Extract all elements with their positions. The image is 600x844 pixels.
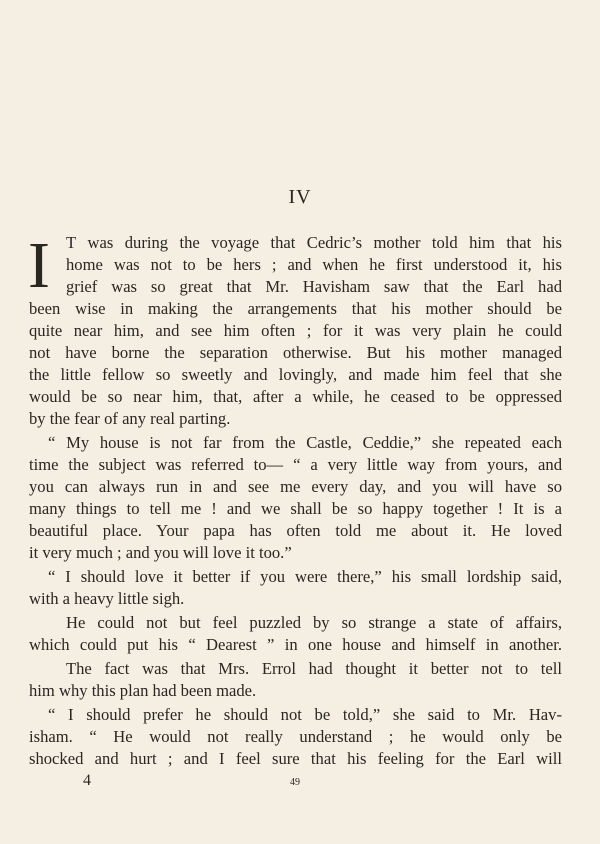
text-line [66, 232, 562, 254]
text-line: “ My house is not far from the Castle, Ceddie,” she repeated each [48, 433, 562, 452]
text-line: isham. “ He would not really understand ; he would only be [29, 727, 562, 746]
text-line: been wise in making the arrangements that his mother should be [29, 299, 562, 318]
drop-cap: I [28, 229, 50, 302]
text-line: shocked and hurt ; and I feel sure that his feeling for the Earl will [29, 749, 562, 768]
text-line: beautiful place. Your papa has often told me about it. He loved [29, 521, 562, 540]
text-line: “ I should love it better if you were there,” his small lordship said, [48, 567, 562, 586]
text-line: not have borne the separation otherwise. But his mother managed [29, 343, 562, 362]
text-line: quite near him, and see him often ; for it was very plain he could [29, 321, 562, 340]
text-line: it very much ; and you will love it too.” [29, 543, 292, 562]
text-line: many things to tell me ! and we shall be so happy together ! It is a [29, 499, 562, 518]
text-line: him why this plan had been made. [29, 681, 257, 700]
signature-mark: 4 [83, 772, 91, 789]
page-number: 49 [290, 777, 300, 788]
text-line: He could not but feel puzzled by so strange a state of affairs, [66, 613, 562, 632]
first-word-rest: T [66, 233, 77, 252]
text-line: would be so near him, that, after a while, he ceased to be oppressed [29, 387, 562, 406]
text-line: grief was so great that Mr. Havisham saw that the Earl had [66, 277, 562, 296]
text-line: with a heavy little sigh. [29, 589, 185, 608]
chapter-heading: IV [288, 186, 312, 208]
text-line-content: was during the voyage that Cedric’s mother told him that his [76, 233, 562, 252]
text-line: “ I should prefer he should not be told,” she said to Mr. Hav- [48, 705, 562, 724]
text-line: The fact was that Mrs. Errol had thought it better not to tell [66, 659, 562, 678]
text-line: the little fellow so sweetly and lovingly, and made him feel that she [29, 365, 562, 384]
text-line: by the fear of any real parting. [29, 409, 231, 428]
text-line: you can always run in and see me every day, and you will have so [29, 477, 562, 496]
text-line: which could put his “ Dearest ” in one house and himself in another. [29, 635, 562, 654]
text-line: time the subject was referred to— “ a very little way from yours, and [29, 455, 562, 474]
text-line: home was not to be hers ; and when he first understood it, his [66, 255, 562, 274]
